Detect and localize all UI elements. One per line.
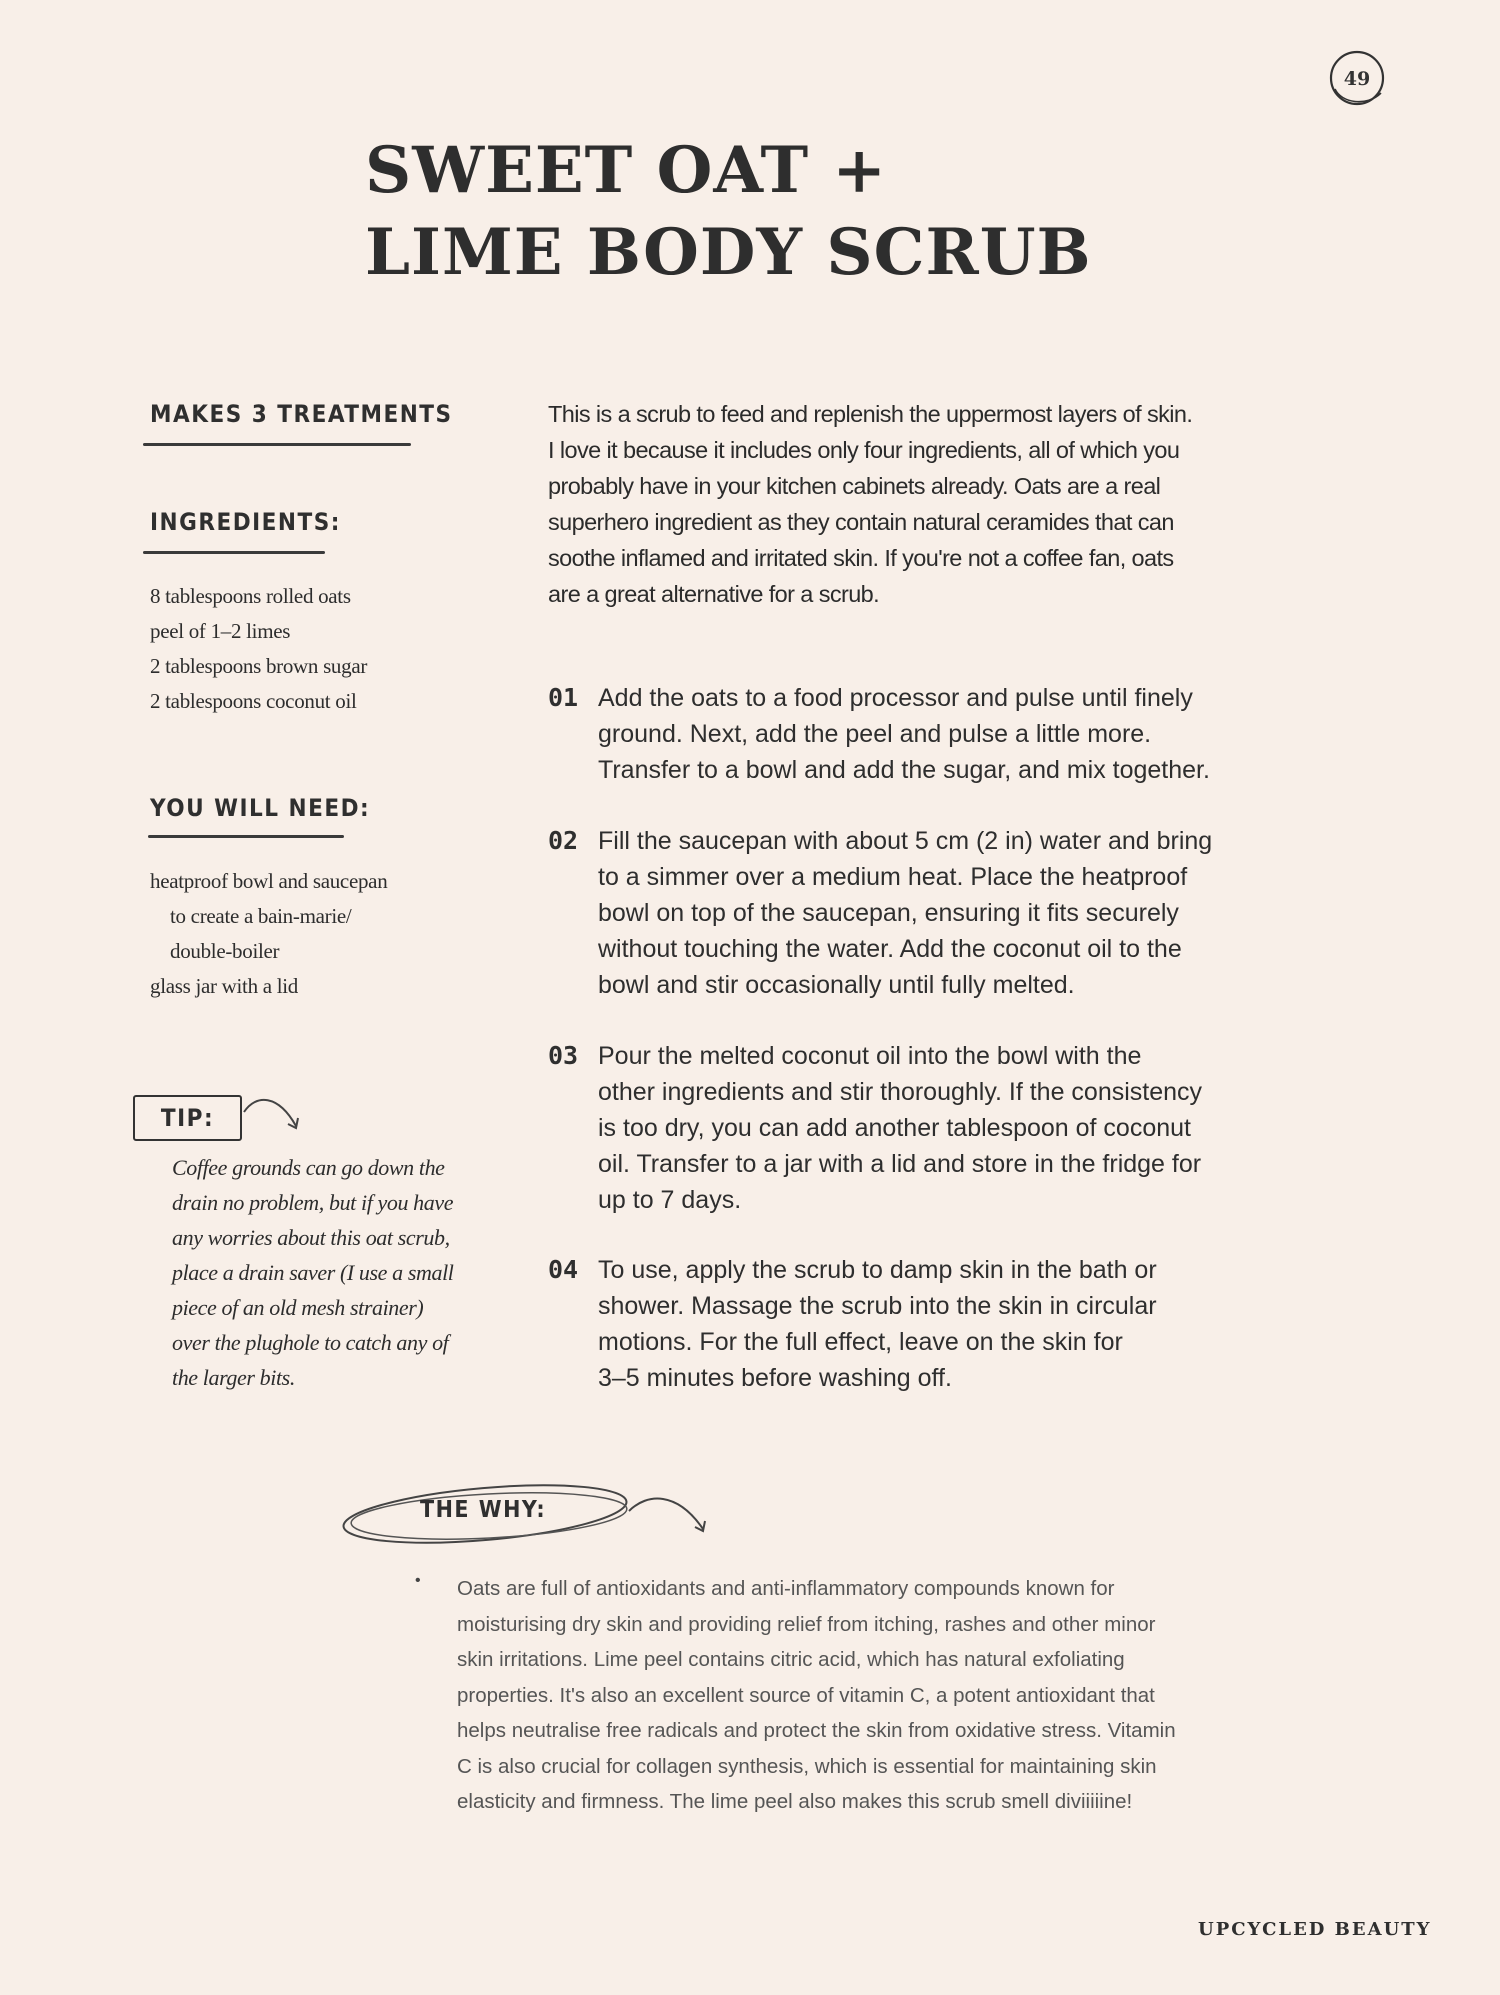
tip-label-box [133, 1095, 242, 1141]
why-line: Oats are full of antioxidants and anti-inflammatory compounds known for [457, 1577, 1115, 1600]
title-line-2: LIME BODY SCRUB [365, 215, 1092, 290]
why-line: properties. It's also an excellent source of vitamin C, a potent antioxidant that [457, 1683, 1155, 1707]
step-line: bowl on top of the saucepan, ensuring it fits securely [598, 899, 1179, 927]
step-line: 3–5 minutes before washing off. [598, 1364, 952, 1392]
curved-arrow-icon [625, 1487, 715, 1547]
tip-line: Coffee grounds can go down the [172, 1155, 445, 1180]
ingredients-heading: INGREDIENTS: [150, 508, 341, 536]
ingredients-list [150, 579, 367, 719]
list-item: 2 tablespoons brown sugar [150, 654, 368, 678]
intro-line: soothe inflamed and irritated skin. If you're not a coffee fan, oats [548, 545, 1174, 571]
you-will-need-underline [148, 835, 344, 838]
step-line: without touching the water. Add the coconut oil to the [598, 935, 1182, 963]
step-line: to a simmer over a medium heat. Place the heatproof [598, 863, 1188, 891]
tip-line: the larger bits. [172, 1365, 295, 1390]
step-line: Add the oats to a food processor and pulse until finely [598, 684, 1193, 712]
intro-line: probably have in your kitchen cabinets already. Oats are a real [548, 473, 1161, 499]
curved-arrow-icon [238, 1090, 308, 1150]
step-number: 03 [548, 1041, 579, 1070]
tip-label: TIP: [160, 1104, 215, 1132]
step-line: ground. Next, add the peel and pulse a little more. [598, 720, 1152, 748]
step-line: shower. Massage the scrub into the skin in circular [598, 1292, 1157, 1320]
you-will-need-heading: YOU WILL NEED: [150, 794, 371, 822]
tip-text [172, 1150, 502, 1395]
step-text [598, 1038, 1318, 1218]
why-line: skin irritations. Lime peel contains citric acid, which has natural exfoliating [457, 1648, 1125, 1671]
ingredients-underline [143, 551, 325, 554]
step-line: Transfer to a bowl and add the sugar, and mix together. [598, 756, 1210, 784]
list-item: to create a bain-marie/ [170, 904, 352, 928]
step-line: up to 7 days. [598, 1186, 742, 1214]
step-text [598, 1252, 1318, 1396]
the-why-label: THE WHY: [420, 1497, 547, 1523]
step-number: 04 [548, 1255, 579, 1284]
why-line: helps neutralise free radicals and protect the skin from oxidative stress. Vitamin [457, 1719, 1176, 1742]
step-text [598, 680, 1318, 788]
intro-line: I love it because it includes only four ingredients, all of which you [548, 437, 1180, 463]
title-line-1: SWEET OAT + [365, 133, 887, 208]
why-line: moisturising dry skin and providing relief from itching, rashes and other minor [457, 1612, 1156, 1636]
intro-paragraph [548, 396, 1298, 612]
makes-underline [143, 443, 411, 446]
makes-heading: MAKES 3 TREATMENTS [150, 400, 453, 428]
tip-line: any worries about this oat scrub, [172, 1225, 450, 1250]
step-line: bowl and stir occasionally until fully melted. [598, 971, 1075, 999]
bullet-icon: • [415, 1572, 421, 1589]
list-item: heatproof bowl and saucepan [150, 869, 388, 893]
intro-line: superhero ingredient as they contain natural ceramides that can [548, 509, 1174, 535]
tip-line: place a drain saver (I use a small [172, 1260, 454, 1285]
intro-line: are a great alternative for a scrub. [548, 581, 880, 607]
step-text [598, 823, 1318, 1003]
list-item: peel of 1–2 limes [150, 619, 291, 643]
tip-line: drain no problem, but if you have [172, 1190, 454, 1215]
list-item: 2 tablespoons coconut oil [150, 689, 357, 713]
why-line: elasticity and firmness. The lime peel also makes this scrub smell diviiiiine! [457, 1790, 1133, 1813]
page-number: 49 [1343, 68, 1371, 90]
step-line: other ingredients and stir thoroughly. If the consistency [598, 1078, 1203, 1106]
list-item: 8 tablespoons rolled oats [150, 584, 351, 608]
step-line: Pour the melted coconut oil into the bowl with the [598, 1042, 1142, 1070]
tip-line: over the plughole to catch any of [172, 1330, 449, 1355]
running-footer: UPCYCLED BEAUTY [1198, 1919, 1432, 1940]
step-line: Fill the saucepan with about 5 cm (2 in) water and bring [598, 827, 1213, 855]
intro-line: This is a scrub to feed and replenish the uppermost layers of skin. [548, 401, 1193, 427]
tip-line: piece of an old mesh strainer) [172, 1295, 424, 1320]
step-number: 01 [548, 683, 579, 712]
step-number: 02 [548, 826, 579, 855]
step-line: To use, apply the scrub to damp skin in the bath or [598, 1256, 1157, 1284]
page-number-badge [1327, 49, 1387, 109]
step-line: oil. Transfer to a jar with a lid and store in the fridge for [598, 1150, 1202, 1178]
list-item: double-boiler [170, 939, 280, 963]
equipment-list [150, 864, 387, 1004]
list-item: glass jar with a lid [150, 974, 298, 998]
page-title [365, 130, 1165, 294]
step-line: is too dry, you can add another tablespoon of coconut [598, 1114, 1191, 1142]
why-line: C is also crucial for collagen synthesis, which is essential for maintaining skin [457, 1754, 1157, 1778]
the-why-text [457, 1571, 1327, 1820]
step-line: motions. For the full effect, leave on the skin for [598, 1328, 1123, 1356]
